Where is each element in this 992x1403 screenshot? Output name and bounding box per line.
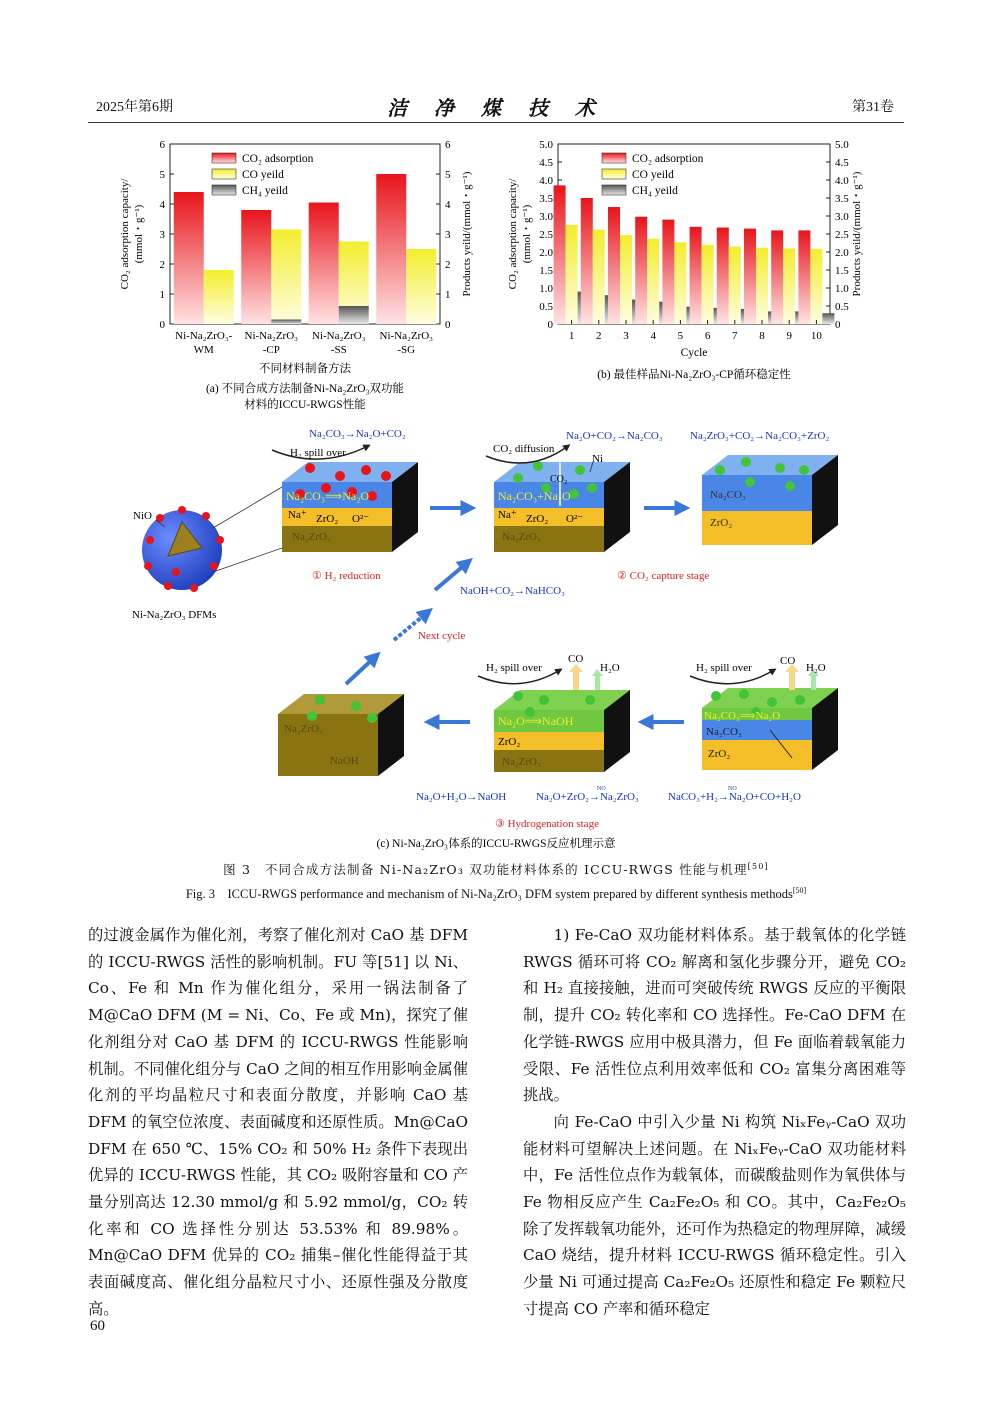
y-tick-label: 3.5 <box>539 193 553 205</box>
x-tick-label: 3 <box>623 330 629 342</box>
svg-text:ZrO₂: ZrO₂ <box>708 748 731 760</box>
svg-text:Na⁺: Na⁺ <box>498 509 517 521</box>
issue-label: 2025年第6期 <box>96 100 173 115</box>
y-tick-label-right: 3 <box>445 229 451 241</box>
y-tick-label-right: 0 <box>835 319 841 331</box>
x-tick-label: WM <box>193 344 214 356</box>
bar-co2 <box>309 203 339 325</box>
bar-co2 <box>798 230 810 324</box>
block-captured <box>702 455 838 545</box>
svg-text:CO: CO <box>780 655 796 667</box>
x-tick-label: 1 <box>568 330 575 342</box>
nio-label: NiO <box>133 510 152 522</box>
legend-swatch <box>602 153 626 163</box>
volume-label: 第31卷 <box>852 100 894 115</box>
svg-text:Ni: Ni <box>592 453 603 465</box>
y-tick-label-right: 0 <box>445 319 451 331</box>
legend-label: CO yeild <box>242 169 284 181</box>
eq-naoh: NaOH+CO₂→NaHCO₃ <box>460 585 565 597</box>
block-co2-capture <box>486 443 630 552</box>
bar-co2 <box>174 192 204 324</box>
layer-top-label: Na₂CO₃⟹Na₂O <box>286 489 370 503</box>
svg-text:Na₂ZrO₃: Na₂ZrO₃ <box>502 531 541 543</box>
legend-label: CO₂ adsorption <box>242 153 314 165</box>
bar-co <box>406 249 436 324</box>
x-tick-label: 8 <box>759 330 765 342</box>
y-tick-label: 3 <box>159 229 165 241</box>
y-tick-label-right: 1.0 <box>835 283 849 295</box>
panel-c-caption: (c) Ni-Na₂ZrO₃体系的ICCU-RWGS反应机理示意 <box>376 838 616 850</box>
panel-caption: (a) 不同合成方法制备Ni-Na₂ZrO₃双功能 <box>205 383 405 395</box>
y-tick-label: 0 <box>159 319 165 331</box>
dfm-particle <box>132 487 282 621</box>
y-tick-label: 1 <box>159 289 165 301</box>
y-tick-label-right: 2.5 <box>835 229 849 241</box>
bar-co2 <box>744 229 756 324</box>
x-tick-label: Ni-Na₂ZrO₃ <box>379 330 433 342</box>
y-tick-label: 0.5 <box>539 301 553 313</box>
svg-text:Na₂CO₃: Na₂CO₃ <box>706 726 742 738</box>
y-tick-label-right: 4.0 <box>835 175 849 187</box>
y-tick-label-right: 5 <box>445 169 451 181</box>
x-axis-label: 不同材料制备方法 <box>259 363 351 375</box>
legend-swatch <box>602 185 626 195</box>
svg-text:Na₂ZrO₃: Na₂ZrO₃ <box>292 531 331 543</box>
bar-co <box>620 235 632 324</box>
body-column-left <box>88 922 468 1323</box>
y-tick-label-right: 1.5 <box>835 265 849 277</box>
bar-co <box>566 225 578 324</box>
svg-text:CO₂: CO₂ <box>550 474 568 485</box>
chart-b <box>507 139 863 381</box>
panel-caption: (b) 最佳样品Ni-Na₂ZrO₃-CP循环稳定性 <box>597 369 791 381</box>
svg-text:H₂O: H₂O <box>806 662 826 674</box>
bar-co <box>702 245 714 324</box>
legend-label: CH₄ yeild <box>242 185 288 197</box>
svg-text:Na₂CO₃+Na₂O: Na₂CO₃+Na₂O <box>498 489 571 503</box>
legend-label: CO yeild <box>632 169 674 181</box>
x-tick-label: 4 <box>650 330 656 342</box>
bar-co <box>674 242 686 324</box>
bar-ch4 <box>339 306 369 324</box>
bar-co2 <box>635 217 647 324</box>
svg-text:Na₂ZrO₃: Na₂ZrO₃ <box>502 756 541 768</box>
legend-swatch <box>212 185 236 195</box>
x-tick-label: -CP <box>262 344 280 356</box>
paragraph-left: 的过渡金属作为催化剂，考察了催化剂对 CaO 基 DFM 的 ICCU-RWGS 活性的影响机制。FU 等[51] 以 Ni、Co、Fe 和 Mn 作为催化组分，采用一锅法制备了 M@CaO DFM (M = Ni、Co、Fe 或 Mn)，探究了催化剂组分对 CaO 基 DFM 的 ICCU-RWGS 性能影响机制。不同催化组分与 CaO 之间的相互作用影响金属催化剂的平均晶粒尺寸和表面分散度，并影响 CaO 基 DFM 的氧空位浓度、表面碱度和还原性质。Mn@CaO DFM 在 650 ℃、15% CO₂ 和 50% H₂ 条件下表现出优异的 ICCU-RWGS 性能，其 CO₂ 吸附容量和 CO 产量分别高达 12.30 mmol/g 和 5.92 mmol/g，CO₂ 转化率和 CO 选择性分别达 53.53% 和 89.98%。Mn@CaO DFM 优异的 CO₂ 捕集–催化性能得益于其表面碱度高、催化组分晶粒尺寸小、还原性强及分散度高。 <box>88 926 468 1318</box>
eq-na2co3-decomp: Na₂CO₃→Na₂O+CO₂ <box>309 428 406 440</box>
journal-title: 洁 净 煤 技 术 <box>387 96 605 120</box>
x-tick-label: 10 <box>810 330 822 342</box>
y-tick-label: 5 <box>159 169 165 181</box>
svg-text:Na₂O⟹NaOH: Na₂O⟹NaOH <box>498 714 574 728</box>
legend-label: CO₂ adsorption <box>632 153 704 165</box>
legend-swatch <box>212 153 236 163</box>
y-axis-label-left: CO₂ adsorption capacity/ (mmol・g⁻¹) <box>119 178 145 290</box>
bar-co <box>204 270 234 324</box>
chart-a <box>119 139 473 411</box>
svg-text:O²⁻: O²⁻ <box>352 513 370 525</box>
y-tick-label: 4 <box>159 199 165 211</box>
bar-co <box>647 239 659 324</box>
bar-co2 <box>608 207 620 324</box>
svg-text:H₂ spill over: H₂ spill over <box>696 662 752 674</box>
bar-co <box>593 230 605 324</box>
y-tick-label-right: 4 <box>445 199 451 211</box>
figure-caption-cn: 图 3 不同合成方法制备 Ni-Na₂ZrO₃ 双功能材料体系的 ICCU-RWGS 性能与机理[50] <box>223 861 769 877</box>
particle-name: Ni-Na₂ZrO₃ DFMs <box>132 609 217 621</box>
x-tick-label: 5 <box>677 330 684 342</box>
bar-co2 <box>690 227 702 324</box>
x-tick-label: 7 <box>732 330 738 342</box>
bar-co2 <box>581 198 593 324</box>
panel-caption: 材料的ICCU-RWGS性能 <box>244 399 366 411</box>
y-tick-label: 1.0 <box>539 283 553 295</box>
y-tick-label: 0 <box>547 319 553 331</box>
y-axis-label-right: Products yeild/(mmol・g⁻¹) <box>461 171 473 297</box>
next-cycle-label: Next cycle <box>418 630 466 642</box>
block-regenerated <box>278 694 404 776</box>
paragraph-right-2: 向 Fe-CaO 中引入少量 Ni 构筑 NiₓFeᵧ-CaO 双功能材料可望解决上述问题。在 NiₓFeᵧ-CaO 双功能材料中，Fe 活性位点作为载氧体，而碳酸盐则作为氧供体与 Fe 物相反应产生 Ca₂Fe₂O₅ 和 CO。其中，Ca₂Fe₂O₅ 除了发挥载氧功能外，还可作为热稳定的物理屏障，减缓 CaO 烧结，提升材料 ICCU-RWGS 循环稳定性。引入少量 Ni 可通过提高 Ca₂Fe₂O₅ 还原性和稳定 Fe 颗粒尺寸提高 CO 产率和循环稳定 <box>523 1112 906 1318</box>
bar-co2 <box>376 174 406 324</box>
bar-co2 <box>717 228 729 324</box>
eq-capture-1: Na₂O+CO₂→Na₂CO₃ <box>566 430 663 442</box>
x-tick-label: Ni-Na₂ZrO₃ <box>244 330 298 342</box>
y-tick-label: 2 <box>159 259 165 271</box>
body-column-right <box>523 922 906 1323</box>
bar-co <box>810 249 822 324</box>
svg-text:ZrO₂: ZrO₂ <box>710 517 733 529</box>
x-tick-label: Ni-Na₂ZrO₃- <box>175 330 233 342</box>
y-tick-label-right: 4.5 <box>835 157 849 169</box>
eq-capture-2: Na₂ZrO₃+CO₂→Na₂CO₃+ZrO₂ <box>690 430 830 442</box>
bar-ch4 <box>822 313 834 324</box>
bar-co2 <box>241 210 271 324</box>
svg-text:NO: NO <box>728 786 737 792</box>
svg-text:H₂ spill over: H₂ spill over <box>486 662 542 674</box>
y-axis-label-right: Products yeild/(mmol・g⁻¹) <box>851 171 863 297</box>
legend-swatch <box>602 169 626 179</box>
paragraph-right-1: 1) Fe-CaO 双功能材料体系。基于载氧体的化学链 RWGS 循环可将 CO₂ 解离和氢化步骤分开，避免 CO₂ 和 H₂ 直接接触，进而可突破传统 RWGS 反应的平衡限制，提升 CO₂ 转化率和 CO 选择性。Fe-CaO DFM 在化学链-RWGS 应用中极具潜力，但 Fe 面临着载氧能力受限、Fe 活性位点利用效率低和 CO₂ 富集分离困难等挑战。 <box>523 926 906 1105</box>
y-tick-label-right: 1 <box>445 289 451 301</box>
bar-co <box>729 247 741 324</box>
bar-co2 <box>771 230 783 324</box>
bar-co <box>271 230 301 325</box>
stage3-title: ③ Hydrogenation stage <box>495 818 599 830</box>
svg-text:NO: NO <box>597 786 606 792</box>
eq-hyd-2: Na₂O+ZrO₂→Na₂ZrO₃ <box>536 791 639 803</box>
y-tick-label: 3.0 <box>539 211 553 223</box>
y-tick-label: 2.5 <box>539 229 553 241</box>
bar-co2 <box>662 220 674 324</box>
block-hydrogenation-right <box>690 655 838 770</box>
svg-text:CO₂ diffusion: CO₂ diffusion <box>493 443 555 455</box>
x-tick-label: 2 <box>596 330 602 342</box>
legend-swatch <box>212 169 236 179</box>
x-tick-label: 9 <box>786 330 792 342</box>
y-tick-label-right: 3.0 <box>835 211 849 223</box>
mechanism-diagram <box>132 428 838 850</box>
y-tick-label-right: 2 <box>445 259 451 271</box>
legend-label: CH₄ yeild <box>632 185 678 197</box>
y-tick-label-right: 6 <box>445 139 451 151</box>
eq-hyd-3: NaCO₃+H₂→Na₂O+CO+H₂O <box>668 791 801 803</box>
y-tick-label: 6 <box>159 139 165 151</box>
y-tick-label-right: 2.0 <box>835 247 849 259</box>
svg-text:ZrO₂: ZrO₂ <box>316 513 339 525</box>
svg-text:CO: CO <box>568 653 584 665</box>
bar-ch4 <box>271 320 301 325</box>
svg-text:NaOH: NaOH <box>330 755 359 767</box>
bar-co2 <box>554 185 566 324</box>
svg-text:ZrO₂: ZrO₂ <box>526 513 549 525</box>
svg-text:Na₂CO₃⟹Na₂O: Na₂CO₃⟹Na₂O <box>704 710 781 722</box>
svg-text:Na₂ZrO₃: Na₂ZrO₃ <box>284 723 323 735</box>
svg-text:Na⁺: Na⁺ <box>288 509 307 521</box>
y-tick-label: 4.5 <box>539 157 553 169</box>
eq-hyd-1: Na₂O+H₂O→NaOH <box>416 791 507 803</box>
bar-co <box>783 248 795 324</box>
x-tick-label: Ni-Na₂ZrO₃ <box>312 330 366 342</box>
x-tick-label: -SS <box>330 344 347 356</box>
stage2-title: ② CO₂ capture stage <box>617 570 710 582</box>
stage1-title: ① H₂ reduction <box>312 570 381 582</box>
x-tick-label: -SG <box>397 344 416 356</box>
block-hydrogenation-mid <box>478 653 630 772</box>
y-tick-label: 5.0 <box>539 139 553 151</box>
y-tick-label: 4.0 <box>539 175 553 187</box>
y-tick-label: 2.0 <box>539 247 553 259</box>
y-tick-label: 1.5 <box>539 265 553 277</box>
block-h2-reduction <box>272 428 418 582</box>
svg-text:O²⁻: O²⁻ <box>566 513 584 525</box>
svg-text:H₂O: H₂O <box>600 662 620 674</box>
figure-caption-en: Fig. 3 ICCU-RWGS performance and mechanism of Ni-Na₂ZrO₃ DFM system prepared by different synthesis methods[50] <box>185 885 807 901</box>
h2-spill-label: H₂ spill over <box>290 447 346 459</box>
x-tick-label: 6 <box>704 330 711 342</box>
bar-co <box>756 248 768 324</box>
y-tick-label-right: 5.0 <box>835 139 849 151</box>
svg-text:Na₂CO₃: Na₂CO₃ <box>710 489 746 501</box>
y-tick-label-right: 3.5 <box>835 193 849 205</box>
page-number: 60 <box>90 1318 105 1334</box>
svg-text:ZrO₂: ZrO₂ <box>498 736 521 748</box>
y-axis-label-left: CO₂ adsorption capacity/ (mmol・g⁻¹) <box>507 178 533 290</box>
y-tick-label-right: 0.5 <box>835 301 849 313</box>
x-axis-label: Cycle <box>680 347 708 359</box>
